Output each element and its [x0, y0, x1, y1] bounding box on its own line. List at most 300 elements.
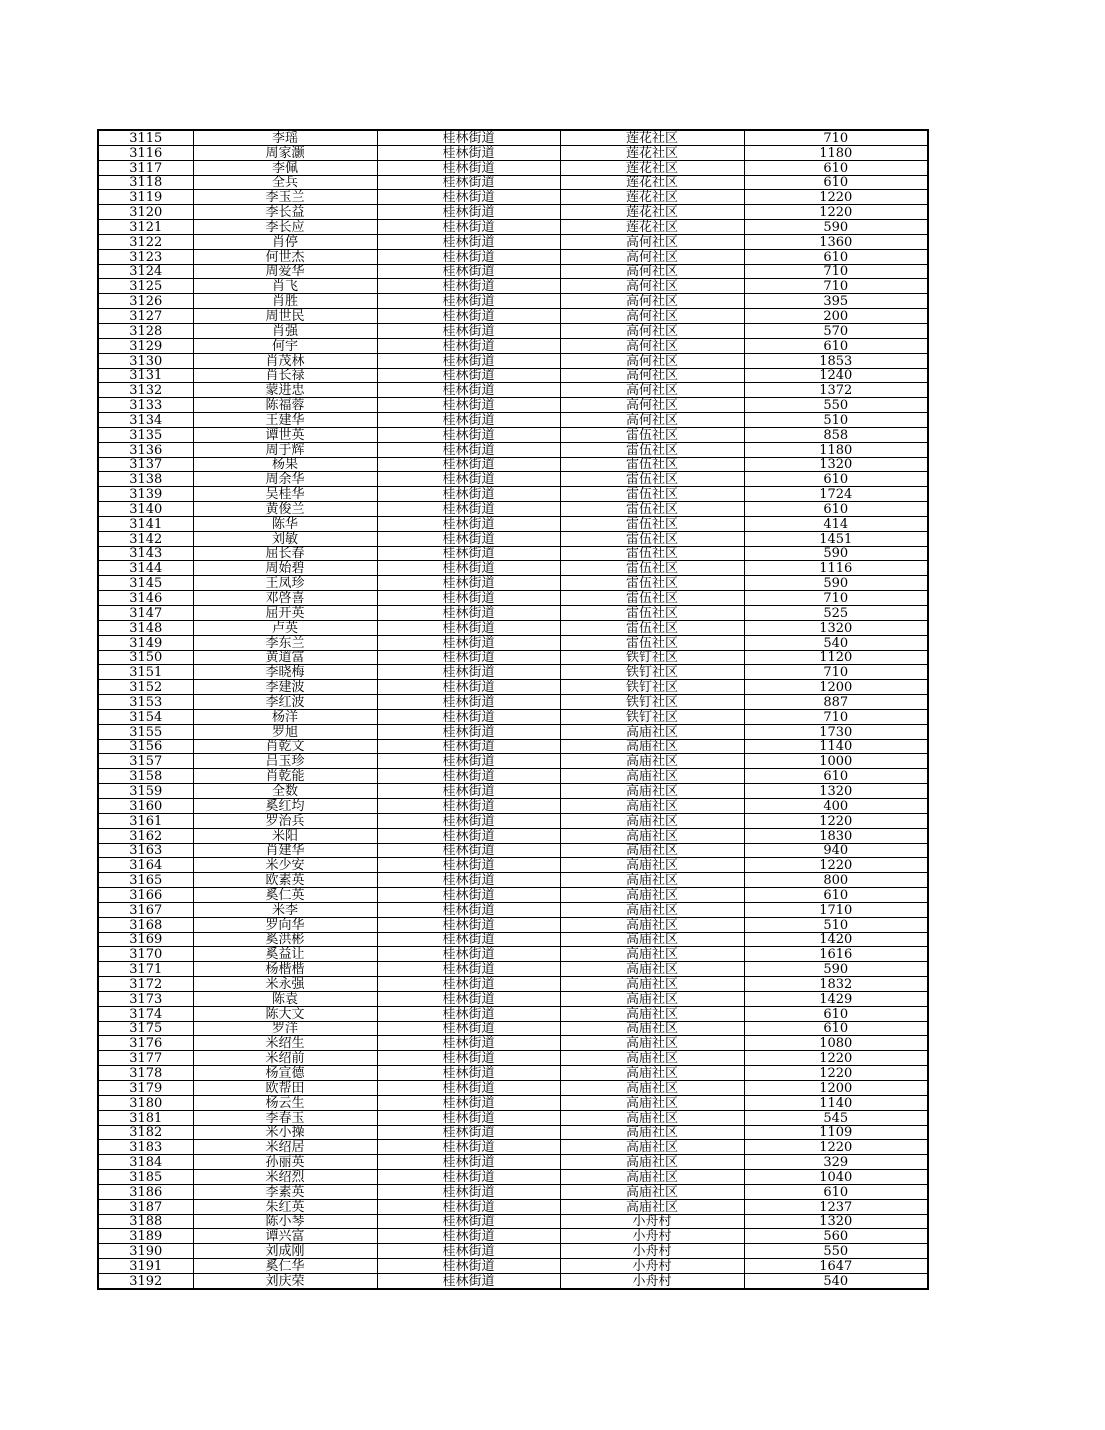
table-row	[98, 650, 928, 665]
row-number-cell: 3135	[98, 427, 193, 442]
row-number-cell: 3164	[98, 858, 193, 873]
street-cell: 桂林街道	[377, 427, 560, 442]
name-cell: 肖飞	[193, 279, 377, 294]
row-number-cell: 3185	[98, 1170, 193, 1185]
community-cell: 高庙社区	[560, 828, 744, 843]
table-row	[98, 413, 928, 428]
name-cell: 刘成刚	[193, 1244, 377, 1259]
name-cell: 陈福蓉	[193, 398, 377, 413]
community-cell: 高庙社区	[560, 991, 744, 1006]
community-cell: 铁钉社区	[560, 695, 744, 710]
row-number-cell: 3186	[98, 1184, 193, 1199]
row-number-cell: 3142	[98, 531, 193, 546]
community-cell: 莲花社区	[560, 145, 744, 160]
row-number-cell: 3125	[98, 279, 193, 294]
row-number-cell: 3187	[98, 1199, 193, 1214]
amount-cell: 590	[744, 576, 928, 591]
row-number-cell: 3154	[98, 709, 193, 724]
street-cell: 桂林街道	[377, 413, 560, 428]
amount-cell: 710	[744, 264, 928, 279]
table-row	[98, 680, 928, 695]
name-cell: 邓啓喜	[193, 591, 377, 606]
row-number-cell: 3172	[98, 977, 193, 992]
row-number-cell: 3173	[98, 991, 193, 1006]
name-cell: 肖长禄	[193, 368, 377, 383]
street-cell: 桂林街道	[377, 457, 560, 472]
name-cell: 全兵	[193, 175, 377, 190]
table-row	[98, 1125, 928, 1140]
street-cell: 桂林街道	[377, 1244, 560, 1259]
name-cell: 屈开英	[193, 606, 377, 621]
street-cell: 桂林街道	[377, 472, 560, 487]
community-cell: 高庙社区	[560, 888, 744, 903]
row-number-cell: 3140	[98, 502, 193, 517]
street-cell: 桂林街道	[377, 784, 560, 799]
amount-cell: 710	[744, 279, 928, 294]
community-cell: 高庙社区	[560, 1125, 744, 1140]
table-row	[98, 1066, 928, 1081]
name-cell: 周家灏	[193, 145, 377, 160]
table-row	[98, 472, 928, 487]
community-cell: 高庙社区	[560, 1140, 744, 1155]
name-cell: 奚益让	[193, 947, 377, 962]
table-row	[98, 665, 928, 680]
street-cell: 桂林街道	[377, 309, 560, 324]
table-row	[98, 398, 928, 413]
row-number-cell: 3115	[98, 130, 193, 145]
community-cell: 高庙社区	[560, 917, 744, 932]
row-number-cell: 3192	[98, 1273, 193, 1288]
row-number-cell: 3146	[98, 591, 193, 606]
table-row	[98, 383, 928, 398]
row-number-cell: 3136	[98, 442, 193, 457]
street-cell: 桂林街道	[377, 665, 560, 680]
community-cell: 高庙社区	[560, 754, 744, 769]
community-cell: 高何社区	[560, 353, 744, 368]
amount-cell: 1220	[744, 190, 928, 205]
row-number-cell: 3183	[98, 1140, 193, 1155]
community-cell: 高庙社区	[560, 1170, 744, 1185]
name-cell: 肖胜	[193, 294, 377, 309]
table-row	[98, 576, 928, 591]
street-cell: 桂林街道	[377, 487, 560, 502]
table-row	[98, 1110, 928, 1125]
amount-cell: 1040	[744, 1170, 928, 1185]
name-cell: 肖乾文	[193, 739, 377, 754]
name-cell: 肖停	[193, 234, 377, 249]
table-row	[98, 739, 928, 754]
amount-cell: 200	[744, 309, 928, 324]
row-number-cell: 3182	[98, 1125, 193, 1140]
street-cell: 桂林街道	[377, 130, 560, 145]
amount-cell: 510	[744, 917, 928, 932]
table-row	[98, 1273, 928, 1288]
row-number-cell: 3184	[98, 1155, 193, 1170]
name-cell: 陈华	[193, 516, 377, 531]
community-cell: 高庙社区	[560, 1095, 744, 1110]
name-cell: 周始碧	[193, 561, 377, 576]
name-cell: 李佩	[193, 160, 377, 175]
row-number-cell: 3152	[98, 680, 193, 695]
amount-cell: 1420	[744, 932, 928, 947]
name-cell: 罗向华	[193, 917, 377, 932]
community-cell: 莲花社区	[560, 175, 744, 190]
table-row	[98, 1184, 928, 1199]
community-cell: 雷伍社区	[560, 502, 744, 517]
street-cell: 桂林街道	[377, 383, 560, 398]
amount-cell: 610	[744, 160, 928, 175]
row-number-cell: 3159	[98, 784, 193, 799]
street-cell: 桂林街道	[377, 1214, 560, 1229]
amount-cell: 940	[744, 843, 928, 858]
community-cell: 雷伍社区	[560, 635, 744, 650]
community-cell: 高庙社区	[560, 1081, 744, 1096]
table-row	[98, 606, 928, 621]
amount-cell: 610	[744, 175, 928, 190]
community-cell: 高庙社区	[560, 1155, 744, 1170]
row-number-cell: 3175	[98, 1021, 193, 1036]
row-number-cell: 3144	[98, 561, 193, 576]
street-cell: 桂林街道	[377, 1036, 560, 1051]
name-cell: 李东兰	[193, 635, 377, 650]
name-cell: 周世民	[193, 309, 377, 324]
row-number-cell: 3158	[98, 769, 193, 784]
amount-cell: 1372	[744, 383, 928, 398]
amount-cell: 1220	[744, 1066, 928, 1081]
amount-cell: 560	[744, 1229, 928, 1244]
street-cell: 桂林街道	[377, 1110, 560, 1125]
amount-cell: 550	[744, 1244, 928, 1259]
street-cell: 桂林街道	[377, 338, 560, 353]
row-number-cell: 3151	[98, 665, 193, 680]
community-cell: 雷伍社区	[560, 531, 744, 546]
amount-cell: 1853	[744, 353, 928, 368]
community-cell: 高何社区	[560, 279, 744, 294]
community-cell: 雷伍社区	[560, 606, 744, 621]
street-cell: 桂林街道	[377, 561, 560, 576]
street-cell: 桂林街道	[377, 353, 560, 368]
row-number-cell: 3180	[98, 1095, 193, 1110]
street-cell: 桂林街道	[377, 650, 560, 665]
table-row	[98, 264, 928, 279]
amount-cell: 1730	[744, 724, 928, 739]
community-cell: 雷伍社区	[560, 487, 744, 502]
row-number-cell: 3148	[98, 620, 193, 635]
community-cell: 小舟村	[560, 1259, 744, 1274]
community-cell: 高何社区	[560, 383, 744, 398]
street-cell: 桂林街道	[377, 1199, 560, 1214]
name-cell: 杨宣德	[193, 1066, 377, 1081]
street-cell: 桂林街道	[377, 709, 560, 724]
table-row	[98, 220, 928, 235]
community-cell: 高庙社区	[560, 873, 744, 888]
row-number-cell: 3169	[98, 932, 193, 947]
community-cell: 雷伍社区	[560, 546, 744, 561]
community-cell: 高何社区	[560, 264, 744, 279]
amount-cell: 1616	[744, 947, 928, 962]
amount-cell: 610	[744, 1184, 928, 1199]
row-number-cell: 3137	[98, 457, 193, 472]
row-number-cell: 3160	[98, 798, 193, 813]
name-cell: 陈大文	[193, 1006, 377, 1021]
community-cell: 雷伍社区	[560, 472, 744, 487]
street-cell: 桂林街道	[377, 873, 560, 888]
table-row	[98, 1081, 928, 1096]
amount-cell: 590	[744, 962, 928, 977]
street-cell: 桂林街道	[377, 962, 560, 977]
row-number-cell: 3128	[98, 323, 193, 338]
street-cell: 桂林街道	[377, 234, 560, 249]
table-row	[98, 1021, 928, 1036]
amount-cell: 1240	[744, 368, 928, 383]
street-cell: 桂林街道	[377, 175, 560, 190]
street-cell: 桂林街道	[377, 635, 560, 650]
amount-cell: 395	[744, 294, 928, 309]
row-number-cell: 3153	[98, 695, 193, 710]
street-cell: 桂林街道	[377, 947, 560, 962]
amount-cell: 610	[744, 249, 928, 264]
street-cell: 桂林街道	[377, 160, 560, 175]
row-number-cell: 3176	[98, 1036, 193, 1051]
community-cell: 小舟村	[560, 1214, 744, 1229]
table-row	[98, 828, 928, 843]
row-number-cell: 3117	[98, 160, 193, 175]
table-row	[98, 531, 928, 546]
name-cell: 朱红英	[193, 1199, 377, 1214]
table-row	[98, 1244, 928, 1259]
name-cell: 米少安	[193, 858, 377, 873]
name-cell: 陈小琴	[193, 1214, 377, 1229]
name-cell: 欧帮田	[193, 1081, 377, 1096]
table-row	[98, 130, 928, 145]
table-row	[98, 1095, 928, 1110]
table-row	[98, 309, 928, 324]
table-row	[98, 858, 928, 873]
amount-cell: 1320	[744, 457, 928, 472]
row-number-cell: 3116	[98, 145, 193, 160]
table-row	[98, 249, 928, 264]
table-row	[98, 932, 928, 947]
table-row	[98, 873, 928, 888]
table-row	[98, 991, 928, 1006]
amount-cell: 1140	[744, 739, 928, 754]
amount-cell: 570	[744, 323, 928, 338]
community-cell: 雷伍社区	[560, 576, 744, 591]
street-cell: 桂林街道	[377, 205, 560, 220]
community-cell: 雷伍社区	[560, 442, 744, 457]
street-cell: 桂林街道	[377, 932, 560, 947]
amount-cell: 610	[744, 1021, 928, 1036]
name-cell: 罗洋	[193, 1021, 377, 1036]
community-cell: 莲花社区	[560, 160, 744, 175]
amount-cell: 1830	[744, 828, 928, 843]
community-cell: 小舟村	[560, 1244, 744, 1259]
name-cell: 刘敏	[193, 531, 377, 546]
amount-cell: 610	[744, 472, 928, 487]
street-cell: 桂林街道	[377, 902, 560, 917]
row-number-cell: 3147	[98, 606, 193, 621]
table-row	[98, 620, 928, 635]
table-row	[98, 635, 928, 650]
table-row	[98, 1229, 928, 1244]
row-number-cell: 3143	[98, 546, 193, 561]
street-cell: 桂林街道	[377, 368, 560, 383]
name-cell: 米小操	[193, 1125, 377, 1140]
community-cell: 铁钉社区	[560, 680, 744, 695]
amount-cell: 1237	[744, 1199, 928, 1214]
name-cell: 王凤珍	[193, 576, 377, 591]
community-cell: 雷伍社区	[560, 457, 744, 472]
amount-cell: 1320	[744, 620, 928, 635]
street-cell: 桂林街道	[377, 1051, 560, 1066]
amount-cell: 1451	[744, 531, 928, 546]
amount-cell: 590	[744, 220, 928, 235]
amount-cell: 1200	[744, 1081, 928, 1096]
row-number-cell: 3123	[98, 249, 193, 264]
community-cell: 高庙社区	[560, 1051, 744, 1066]
row-number-cell: 3122	[98, 234, 193, 249]
street-cell: 桂林街道	[377, 754, 560, 769]
name-cell: 肖强	[193, 323, 377, 338]
street-cell: 桂林街道	[377, 190, 560, 205]
table-row	[98, 1155, 928, 1170]
table-row	[98, 709, 928, 724]
community-cell: 小舟村	[560, 1273, 744, 1288]
community-cell: 莲花社区	[560, 220, 744, 235]
row-number-cell: 3167	[98, 902, 193, 917]
community-cell: 铁钉社区	[560, 665, 744, 680]
row-number-cell: 3161	[98, 813, 193, 828]
row-number-cell: 3133	[98, 398, 193, 413]
name-cell: 米绍烈	[193, 1170, 377, 1185]
row-number-cell: 3124	[98, 264, 193, 279]
amount-cell: 610	[744, 338, 928, 353]
name-cell: 李晓梅	[193, 665, 377, 680]
table-row	[98, 294, 928, 309]
street-cell: 桂林街道	[377, 1273, 560, 1288]
street-cell: 桂林街道	[377, 813, 560, 828]
table-row	[98, 917, 928, 932]
table-row	[98, 368, 928, 383]
amount-cell: 1320	[744, 1214, 928, 1229]
row-number-cell: 3131	[98, 368, 193, 383]
amount-cell: 510	[744, 413, 928, 428]
table-row	[98, 457, 928, 472]
street-cell: 桂林街道	[377, 1184, 560, 1199]
name-cell: 李长益	[193, 205, 377, 220]
table-row	[98, 516, 928, 531]
amount-cell: 710	[744, 665, 928, 680]
community-cell: 高庙社区	[560, 962, 744, 977]
data-table	[97, 129, 929, 1290]
community-cell: 高庙社区	[560, 798, 744, 813]
row-number-cell: 3168	[98, 917, 193, 932]
amount-cell: 1832	[744, 977, 928, 992]
table-row	[98, 279, 928, 294]
name-cell: 周爱华	[193, 264, 377, 279]
name-cell: 肖乾能	[193, 769, 377, 784]
name-cell: 米绍居	[193, 1140, 377, 1155]
community-cell: 雷伍社区	[560, 591, 744, 606]
table-row	[98, 784, 928, 799]
row-number-cell: 3119	[98, 190, 193, 205]
amount-cell: 540	[744, 635, 928, 650]
name-cell: 奚洪彬	[193, 932, 377, 947]
community-cell: 高庙社区	[560, 724, 744, 739]
table-row	[98, 1259, 928, 1274]
row-number-cell: 3129	[98, 338, 193, 353]
community-cell: 铁钉社区	[560, 709, 744, 724]
amount-cell: 1220	[744, 1140, 928, 1155]
row-number-cell: 3127	[98, 309, 193, 324]
amount-cell: 610	[744, 1006, 928, 1021]
amount-cell: 710	[744, 709, 928, 724]
name-cell: 罗治兵	[193, 813, 377, 828]
name-cell: 米永强	[193, 977, 377, 992]
street-cell: 桂林街道	[377, 576, 560, 591]
row-number-cell: 3155	[98, 724, 193, 739]
row-number-cell: 3178	[98, 1066, 193, 1081]
street-cell: 桂林街道	[377, 739, 560, 754]
row-number-cell: 3190	[98, 1244, 193, 1259]
table-row	[98, 145, 928, 160]
table-row	[98, 502, 928, 517]
street-cell: 桂林街道	[377, 249, 560, 264]
table-row	[98, 1006, 928, 1021]
amount-cell: 1120	[744, 650, 928, 665]
row-number-cell: 3120	[98, 205, 193, 220]
street-cell: 桂林街道	[377, 546, 560, 561]
name-cell: 何世杰	[193, 249, 377, 264]
name-cell: 蒙进忠	[193, 383, 377, 398]
table-row	[98, 561, 928, 576]
street-cell: 桂林街道	[377, 991, 560, 1006]
table-row	[98, 724, 928, 739]
table-row	[98, 1036, 928, 1051]
amount-cell: 550	[744, 398, 928, 413]
name-cell: 刘庆荣	[193, 1273, 377, 1288]
street-cell: 桂林街道	[377, 294, 560, 309]
table-row	[98, 1214, 928, 1229]
row-number-cell: 3165	[98, 873, 193, 888]
amount-cell: 1220	[744, 205, 928, 220]
community-cell: 高何社区	[560, 368, 744, 383]
amount-cell: 1320	[744, 784, 928, 799]
street-cell: 桂林街道	[377, 695, 560, 710]
name-cell: 杨洋	[193, 709, 377, 724]
community-cell: 高庙社区	[560, 902, 744, 917]
amount-cell: 887	[744, 695, 928, 710]
amount-cell: 858	[744, 427, 928, 442]
name-cell: 李建波	[193, 680, 377, 695]
community-cell: 高庙社区	[560, 843, 744, 858]
community-cell: 高庙社区	[560, 784, 744, 799]
community-cell: 雷伍社区	[560, 620, 744, 635]
name-cell: 米阳	[193, 828, 377, 843]
community-cell: 高庙社区	[560, 1199, 744, 1214]
name-cell: 谭兴富	[193, 1229, 377, 1244]
row-number-cell: 3130	[98, 353, 193, 368]
street-cell: 桂林街道	[377, 502, 560, 517]
row-number-cell: 3150	[98, 650, 193, 665]
row-number-cell: 3174	[98, 1006, 193, 1021]
name-cell: 孙丽英	[193, 1155, 377, 1170]
community-cell: 高庙社区	[560, 1021, 744, 1036]
table-row	[98, 888, 928, 903]
row-number-cell: 3189	[98, 1229, 193, 1244]
community-cell: 高庙社区	[560, 1110, 744, 1125]
table-row	[98, 1140, 928, 1155]
